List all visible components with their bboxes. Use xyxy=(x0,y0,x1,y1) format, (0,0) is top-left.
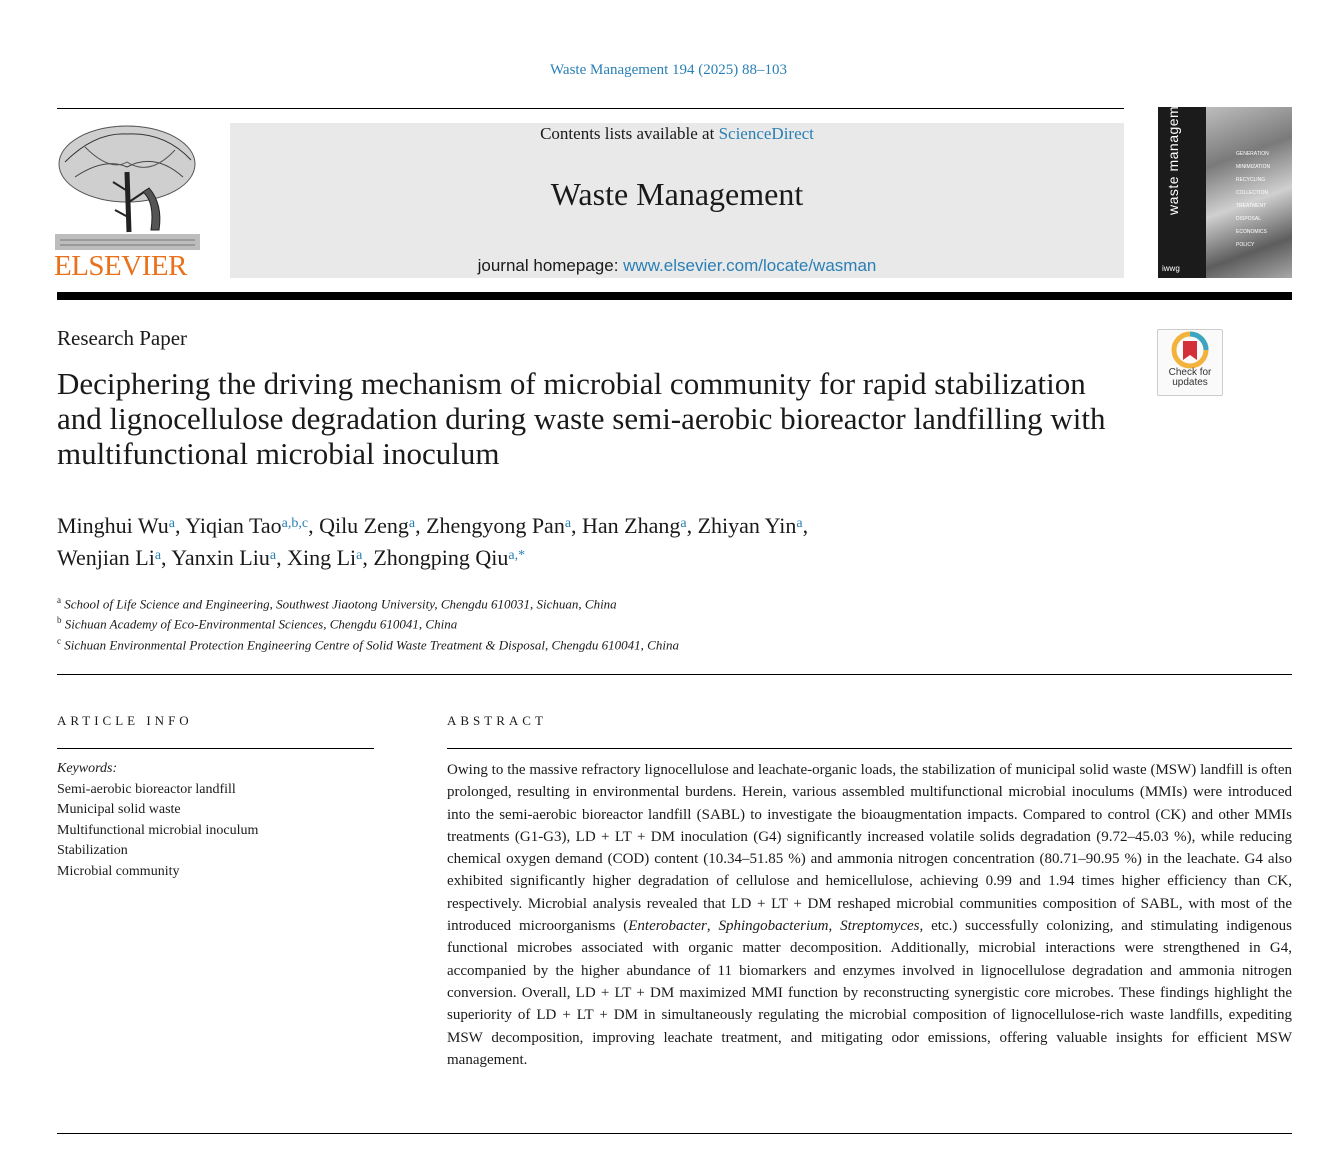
author-name[interactable]: Han Zhang xyxy=(582,513,681,538)
article-type: Research Paper xyxy=(57,326,188,350)
author-affiliation-mark[interactable]: a xyxy=(168,516,175,531)
author-list: Minghui Wu$^a$, Yiqian Tao$^{a,b,c}$, Qilu Zeng$^a$, Zhengyong Pan$^a$, Han Zhang$^a$, Zhiyan Yin$^a$, Wenjian Li$^a$, Yanxin Liu$^a$, Xing Li$^a$, Zhongping Qiu$^{a,*}$ xyxy=(57,513,809,570)
abstract-text xyxy=(447,759,1292,1071)
author-affiliation-mark[interactable]: a xyxy=(564,516,572,531)
abstract-part: , etc.) successfully colonizing, and stimulating indigenous functional microbes associated with organic matter decomposition. Additionally, microbial interactions were strengthened in G4, accompanied by the higher abundance of 11 biomarkers and enzymes involved in lignocellulose degradation and ammonia nitrogen conversion. Overall, LD + LT + DM maximized MMI function by reconstructing synergistic core microbes. These findings highlight the superiority of LD + LT + DM in simultaneously regulating the microbial composition of lignocellulose-rich waste landfills, expediting MSW decomposition, improving leachate treatment, and mitigating odor emissions, offering valuable insights for efficient MSW management. xyxy=(447,918,1292,1068)
cover-topic: TREATMENT xyxy=(1236,203,1267,209)
abstract-separator: , xyxy=(828,918,841,935)
affiliation-text: Sichuan Academy of Eco-Environmental Sciences, Chengdu 610041, China xyxy=(64,616,458,632)
taxon-name: Enterobacter xyxy=(628,918,707,935)
affiliation-mark: b xyxy=(57,615,62,625)
journal-homepage-link[interactable]: www.elsevier.com/locate/wasman xyxy=(623,256,877,275)
cover-topic: COLLECTION xyxy=(1236,190,1268,196)
keywords-block xyxy=(57,759,377,882)
taxon-name: Streptomyces xyxy=(840,918,920,935)
author-name[interactable]: Qilu Zeng xyxy=(319,513,409,538)
taxon-name: Sphingobacterium xyxy=(718,918,829,935)
check-updates-icon xyxy=(1158,330,1222,370)
header-thick-rule xyxy=(57,292,1292,300)
author-name[interactable]: Zhongping Qiu xyxy=(373,545,509,570)
author-name[interactable]: Minghui Wu xyxy=(57,513,169,538)
author-affiliation-mark[interactable]: a xyxy=(356,548,363,563)
homepage-prefix: journal homepage: xyxy=(477,256,624,275)
affiliation-mark: c xyxy=(57,636,61,646)
author-name[interactable]: Zhengyong Pan xyxy=(426,513,565,538)
author-affiliation-mark[interactable]: a xyxy=(680,516,687,531)
cover-title xyxy=(1165,155,1195,215)
homepage-line xyxy=(230,256,1124,276)
abstract-bottom-rule xyxy=(57,1133,1292,1134)
affiliation-mark: a xyxy=(57,595,61,605)
author-name[interactable]: Zhiyan Yin xyxy=(697,513,797,538)
author-affiliation-mark[interactable]: a xyxy=(269,548,277,563)
cover-topic: ECONOMICS xyxy=(1236,229,1267,235)
keywords-label: Keywords: xyxy=(57,761,118,776)
elsevier-wordmark: ELSEVIER xyxy=(54,250,187,282)
cover-topic: POLICY xyxy=(1236,242,1255,248)
author-name[interactable]: Yanxin Liu xyxy=(171,545,270,570)
affiliation-b xyxy=(57,615,457,632)
author-name[interactable]: Wenjian Li xyxy=(57,545,155,570)
affiliation-a xyxy=(57,595,617,612)
sciencedirect-link[interactable]: ScienceDirect xyxy=(718,124,814,143)
contents-prefix: Contents lists available at xyxy=(540,124,719,143)
author-affiliation-mark[interactable]: a,b,c xyxy=(281,516,309,531)
abstract-rule xyxy=(447,748,1292,749)
journal-title: Waste Management xyxy=(550,176,804,212)
cover-topic: RECYCLING xyxy=(1236,177,1266,183)
affiliation-c xyxy=(57,636,679,653)
article-info-heading: ARTICLE INFO xyxy=(57,713,193,728)
author-affiliation-mark[interactable]: a xyxy=(796,516,803,531)
check-updates-label: Check for updates xyxy=(1168,367,1212,388)
section-divider xyxy=(57,674,1292,675)
cover-topic: MINIMIZATION xyxy=(1236,164,1271,170)
cover-topic: DISPOSAL xyxy=(1236,216,1262,222)
abstract-heading: ABSTRACT xyxy=(447,713,547,728)
keyword-item: Microbial community xyxy=(57,863,180,879)
cover-topic: GENERATION xyxy=(1236,151,1269,157)
abstract-part: Owing to the massive refractory lignocellulose and leachate-organic loads, the stabilization of municipal solid waste (MSW) landfill is often prolonged, resulting in environmental burdens. Herein, various assembled multifunctional microbial inoculums (MMIs) were introduced into the semi-aerobic bioreactor landfill (SABL) to investigate the bioaugmentation impacts. Compared to control (CK) and other MMIs treatments (G1-G3), LD + LT + DM inoculation (G4) significantly increased volatile solids degradation (9.72–45.03 %), while reducing chemical oxygen demand (COD) content (10.34–51.85 %) and ammonia nitrogen concentration (80.71–90.95 %) in the leachate. G4 also exhibited significantly higher degradation of cellulose and hemicellulose, achieving 0.99 and 1.94 times higher efficiency than CK, respectively. Microbial analysis revealed that LD + LT + DM reshaped microbial communities composition of SABL, with most of the introduced microorganisms ( xyxy=(447,762,1292,935)
author-affiliation-mark[interactable]: a,* xyxy=(508,548,526,563)
contents-line xyxy=(230,124,1124,144)
author-name[interactable]: Yiqian Tao xyxy=(185,513,282,538)
cover-topic-list xyxy=(1236,148,1286,252)
article-info-rule xyxy=(57,748,374,749)
keyword-item: Municipal solid waste xyxy=(57,802,181,817)
journal-reference-link[interactable]: Waste Management 194 (2025) 88–103 xyxy=(549,62,788,78)
author-affiliation-mark[interactable]: a xyxy=(154,548,162,563)
header-top-rule xyxy=(57,108,1124,109)
article-title: Deciphering the driving mechanism of microbial community for rapid stabilization and lignocellulose degradation during waste semi-aerobic bioreactor landfilling with multifunctional microbial inoculum xyxy=(57,366,1106,471)
keyword-item: Multifunctional microbial inoculum xyxy=(57,822,259,838)
author-name[interactable]: Xing Li xyxy=(287,545,357,570)
keyword-item: Semi-aerobic bioreactor landfill xyxy=(57,781,236,797)
abstract-separator: , xyxy=(706,918,719,935)
affiliation-text: School of Life Science and Engineering, Southwest Jiaotong University, Chengdu 610031, Sichuan, China xyxy=(64,596,617,612)
author-affiliation-mark[interactable]: a xyxy=(408,516,416,531)
cover-brand: iwwg xyxy=(1162,264,1180,273)
keyword-item: Stabilization xyxy=(57,843,128,858)
affiliation-text: Sichuan Environmental Protection Engineering Centre of Solid Waste Treatment & Disposal, Chengdu 610041, China xyxy=(64,637,679,653)
